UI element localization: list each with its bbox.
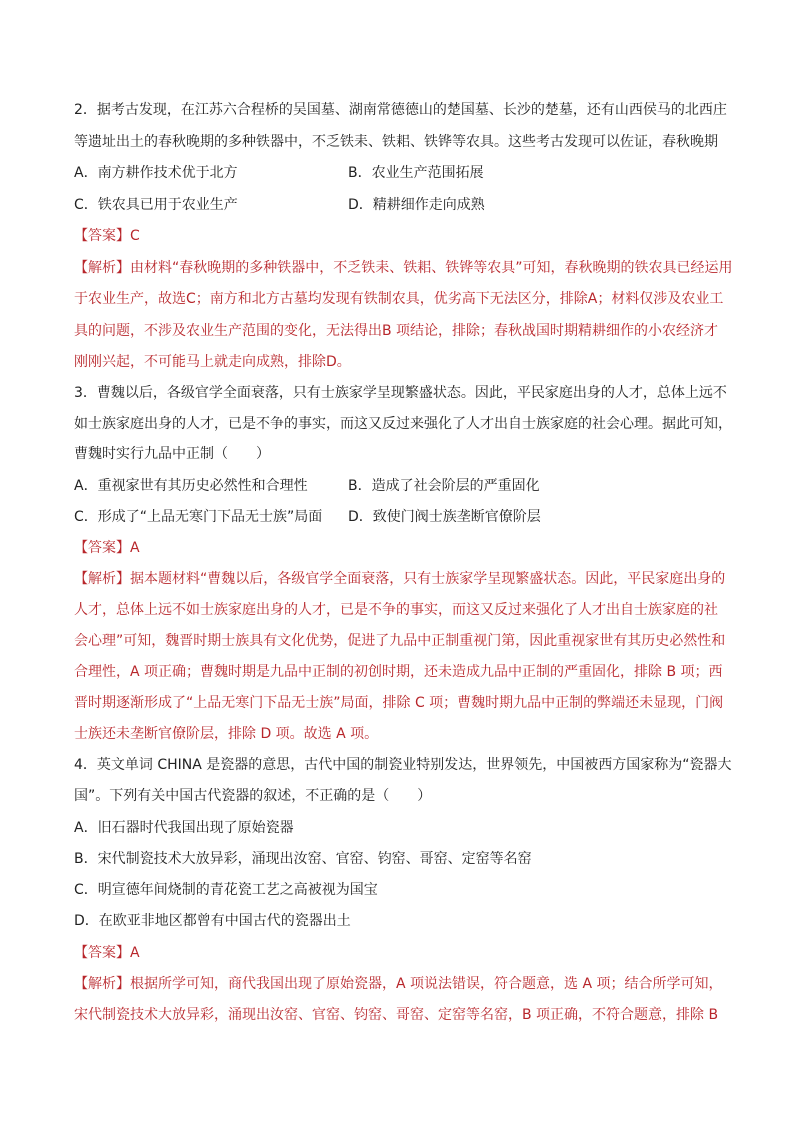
q2-option-c: C．铁农具已用于农业生产 [74,197,238,213]
q2-answer-tag: 【答案】 [74,228,130,244]
q2-answer-value: C [130,228,140,244]
q2-option-a: A．南方耕作技术优于北方 [74,165,238,181]
q3-analysis-line-1 [74,569,725,589]
q4-analysis-line-2: 宋代制瓷技术大放异彩，涌现出汝窑、官窑、钧窑、哥窑、定窑等名窑，B 项正确，不符合题意，排除 B [74,1007,719,1023]
q3-stem-line-3: 曹魏时实行九品中正制（ ） [74,446,270,462]
q4-answer-value: A [130,945,140,961]
q3-option-c: C．形成了“上品无寒门下品无士族”局面 [74,509,323,525]
q3-analysis-tag: 【解析】 [74,571,130,587]
q4-option-b: B．宋代制瓷技术大放异彩，涌现出汝窑、官窑、钧窑、哥窑、定窑等名窑 [74,851,532,867]
q3-option-a: A．重视家世有其历史必然性和合理性 [74,478,308,494]
q3-answer-value: A [130,540,140,556]
q4-option-c: C．明宣德年间烧制的青花瓷工艺之高被视为国宝 [74,882,378,898]
q2-stem-line-2: 等遗址出土的春秋晚期的多种铁器中，不乏铁耒、铁耜、铁铧等农具。这些考古发现可以佐证，春秋晚期 [74,134,718,150]
q2-answer [74,226,140,246]
q3-analysis-line-4: 合理性，A 项正确；曹魏时期是九品中正制的初创时期，还未造成九品中正制的严重固化，排除 B 项；西 [74,664,723,680]
q3-analysis-line-6: 士族还未垄断官僚阶层，排除 D 项。故选 A 项。 [74,726,379,742]
q2-option-d: D．精耕细作走向成熟 [348,197,485,213]
q4-analysis-tag: 【解析】 [74,976,130,992]
q4-option-d: D．在欧亚非地区都曾有中国古代的瓷器出土 [74,913,351,929]
q3-stem-line-1: 3．曹魏以后，各级官学全面衰落，只有士族家学呈现繁盛状态。因此，平民家庭出身的人才，总体上远不 [74,385,727,401]
q3-option-d: D．致使门阀士族垄断官僚阶层 [348,509,541,525]
q3-analysis-line-2: 人才，总体上远不如士族家庭出身的人才，已是不争的事实，而这又反过来强化了人才出自士族家庭的社 [74,602,718,618]
q4-option-a: A．旧石器时代我国出现了原始瓷器 [74,820,294,836]
q4-analysis-line-1 [74,974,723,994]
q2-analysis-line-1 [74,258,733,278]
q4-stem-line-1: 4．英文单词 CHINA 是瓷器的意思，古代中国的制瓷业特别发达，世界领先，中国被西方国家称为“瓷器大 [74,757,732,773]
q3-analysis-line-3: 会心理”可知，魏晋时期士族具有文化优势，促进了九品中正制重视门第，因此重视家世有其历史必然性和 [74,633,726,649]
q3-analysis-line-5: 晋时期逐渐形成了“上品无寒门下品无士族”局面，排除 C 项；曹魏时期九品中正制的弊端还未显现，门阀 [74,695,724,711]
q2-analysis-tag: 【解析】 [74,260,130,276]
q2-option-b: B．农业生产范围拓展 [348,165,484,181]
q3-option-b: B．造成了社会阶层的严重固化 [348,478,540,494]
q4-answer [74,943,140,963]
q3-answer [74,538,140,558]
q4-answer-tag: 【答案】 [74,945,130,961]
q3-analysis-text-1: 据本题材料“曹魏以后，各级官学全面衰落，只有士族家学呈现繁盛状态。因此，平民家庭出身的 [130,571,726,587]
q2-stem-line-1: 2．据考古发现，在江苏六合程桥的吴国墓、湖南常德德山的楚国墓、长沙的楚墓，还有山西侯马的北西庄 [74,102,727,118]
q2-analysis-line-2: 于农业生产，故选C；南方和北方古墓均发现有铁制农具，优劣高下无法区分，排除A；材料仅涉及农业工 [74,291,724,307]
q4-analysis-text-1: 根据所学可知，商代我国出现了原始瓷器，A 项说法错误，符合题意，选 A 项；结合所学可知， [130,976,723,992]
q2-analysis-line-4: 刚刚兴起，不可能马上就走向成熟，排除D。 [74,354,351,370]
q2-analysis-text-1: 由材料“春秋晚期的多种铁器中，不乏铁耒、铁耜、铁铧等农具”可知，春秋晚期的铁农具已经运用 [130,260,733,276]
q3-stem-line-2: 如士族家庭出身的人才，已是不争的事实，而这又反过来强化了人才出自士族家庭的社会心理。据此可知， [74,416,732,432]
q2-analysis-line-3: 具的问题，不涉及农业生产范围的变化，无法得出B 项结论，排除；春秋战国时期精耕细作的小农经济才 [74,323,719,339]
q4-stem-line-2: 国”。下列有关中国古代瓷器的叙述，不正确的是（ ） [74,788,432,804]
q3-answer-tag: 【答案】 [74,540,130,556]
